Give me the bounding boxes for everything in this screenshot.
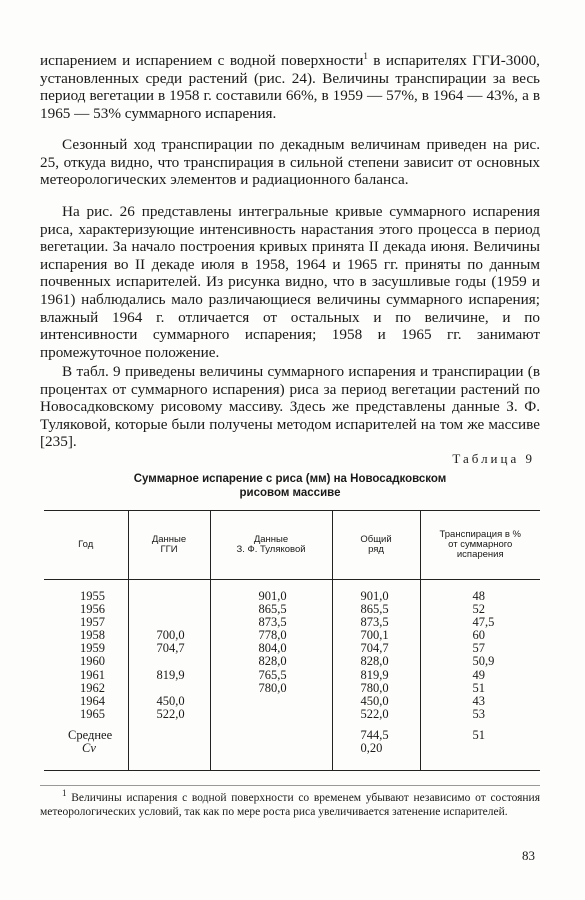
table-cell-ggi (157, 590, 210, 603)
header-tr-line-3: испарения (456, 549, 504, 560)
page-number: 83 (522, 848, 535, 863)
table-cell-tul: 780,0 (258, 680, 287, 695)
table-cell-tr: 57 (472, 641, 485, 656)
footnote-mark: 1 (62, 788, 67, 799)
header-total (332, 511, 420, 580)
table-cell-year: 1964 (80, 693, 105, 708)
table-cell-tr: 50,9 (472, 654, 495, 669)
table-cell-year: 1958 (80, 628, 105, 643)
table-cell-tr: 60 (472, 628, 485, 643)
table-cell-year: 1959 (80, 641, 105, 656)
header-ggi-line-2: ГГИ (160, 544, 178, 555)
column-year (44, 580, 128, 771)
header-tul-line-1: Данные (253, 534, 289, 545)
summary-cv-label: Cv (82, 741, 96, 756)
column-tulyakova (210, 580, 332, 771)
table-header-row (44, 511, 540, 580)
table-cell-tr: 48 (472, 589, 485, 603)
table-cell-tul: 778,0 (258, 628, 287, 643)
header-year (44, 511, 128, 580)
paragraph-4: В табл. 9 приведены величины суммарного испарения и транспирации (в процентах от суммарного испарения) риса за период вегетации растений по Новосадковскому рисовому массиву. Здесь же представлены данные З. Ф. Туляковой, которые были получены методом испарителей на том же массиве [235]. (40, 363, 540, 451)
table-cell-year: 1957 (80, 615, 105, 630)
paragraph-1 (40, 52, 540, 122)
table-body-row (44, 580, 540, 771)
summary-empty (259, 729, 332, 742)
table-cell-year: 1961 (80, 667, 105, 682)
table-cell-ggi (157, 603, 210, 616)
table-cell-ggi: 522,0 (156, 706, 185, 721)
table-cell-ggi: 450,0 (156, 693, 185, 708)
header-transpiration (420, 511, 540, 580)
header-ggi-line-1: Данные (151, 534, 187, 545)
footnote-divider (40, 785, 540, 786)
footnote-reference: 1 (363, 50, 368, 61)
table-cell-year: 1962 (80, 680, 105, 695)
row-gap (259, 721, 332, 729)
summary-cv-empty (473, 742, 541, 755)
data-table (44, 510, 540, 771)
table-cell-total: 873,5 (360, 615, 389, 630)
column-total (332, 580, 420, 771)
table-caption-line-1: Суммарное испарение с риса (мм) на Новосадковском (133, 473, 447, 485)
header-tulyakova (210, 511, 332, 580)
table-caption (40, 472, 540, 500)
footnote (40, 788, 540, 819)
header-tul-line-2: З. Ф. Туляковой (236, 544, 306, 555)
table-cell-total: 704,7 (360, 641, 389, 656)
table-cell-ggi: 704,7 (156, 641, 185, 656)
table-cell-total: 828,0 (360, 654, 389, 669)
footnote-text: Величины испарения с водной поверхности со временем убывают независимо от состояния метеорологических условий, так как по мере роста риса увеличивается затенение испарителей. (40, 792, 540, 818)
table-cell-tul: 828,0 (258, 654, 287, 669)
table-caption-line-2: рисовом массиве (239, 487, 341, 499)
summary-avg-total: 744,5 (360, 727, 389, 742)
summary-avg-tr: 51 (472, 727, 485, 742)
paragraph-3: На рис. 26 представлены интегральные кривые суммарного испарения риса, характеризующие интенсивность нарастания этого процесса в период вегетации. За начало построения кривых принята II декада июня. Величины испарения во II декаде июля в 1958, 1964 и 1965 гг. приняты по данным почвенных испарителей. Из рисунка видно, что в засушливые годы (1959 и 1961) наблюдались мало различающиеся величины суммарного испарения; влажный 1964 г. отличается от остальных и по величине, и по интенсивности суммарного испарения; 1958 и 1965 гг. занимают промежуточное положение. (40, 203, 540, 361)
table-cell-total: 700,1 (360, 628, 389, 643)
header-tr-line-1: Транспирация в % (439, 529, 521, 540)
table-cell-year: 1965 (80, 706, 105, 721)
table-cell-total: 901,0 (360, 589, 389, 603)
summary-empty (157, 742, 210, 755)
table-cell-year: 1956 (80, 602, 105, 617)
header-year-text: Год (78, 539, 94, 550)
paragraph-1-part-b: в испарителях ГГИ-3000, установленных среди растений (рис. 24). Величины транспирации за весь период вегетации в 1958 г. составили 66%, в 1959 — 57%, в 1964 — 43%, а в 1965 — 53% суммарного испарения. (40, 52, 540, 122)
table-cell-tul: 865,5 (258, 602, 287, 617)
table-label: Таблица 9 (452, 451, 535, 466)
table-cell-total: 865,5 (360, 602, 389, 617)
summary-avg-label: Среднее (68, 727, 113, 742)
table-cell-total: 819,9 (360, 667, 389, 682)
summary-empty (259, 742, 332, 755)
table-cell-total: 780,0 (360, 680, 389, 695)
table-cell-ggi (157, 655, 210, 668)
column-ggi (128, 580, 210, 771)
table-cell-tul (259, 695, 332, 708)
table-cell-ggi (157, 682, 210, 695)
evaporation-table (44, 510, 540, 766)
header-ggi (128, 511, 210, 580)
header-total-line-1: Общий (360, 534, 392, 545)
table-cell-year: 1955 (80, 589, 105, 603)
paragraph-2: Сезонный ход транспирации по декадным величинам приведен на рис. 25, откуда видно, что транспирация в сильной степени зависит от основных метеорологических элементов и радиационного баланса. (40, 136, 540, 189)
table-cell-tul: 804,0 (258, 641, 287, 656)
table-cell-tul: 901,0 (258, 589, 287, 603)
table-cell-tr: 47,5 (472, 615, 495, 630)
table-cell-tr: 51 (472, 680, 485, 695)
table-cell-tul (259, 708, 332, 721)
summary-empty (157, 729, 210, 742)
paragraph-1-part-a: испарением и испарением с водной поверхности (40, 52, 364, 69)
table-cell-tr: 53 (472, 706, 485, 721)
table-cell-tr: 43 (472, 693, 485, 708)
table-cell-year: 1960 (80, 654, 105, 669)
table-cell-tr: 49 (472, 667, 485, 682)
table-cell-total: 450,0 (360, 693, 389, 708)
table-cell-tul: 873,5 (258, 615, 287, 630)
table-cell-tr: 52 (472, 602, 485, 617)
table-cell-ggi: 700,0 (156, 628, 185, 643)
table-cell-ggi: 819,9 (156, 667, 185, 682)
table-cell-total: 522,0 (360, 706, 389, 721)
header-tr-line-2: от суммарного (448, 539, 513, 550)
column-transpiration (420, 580, 540, 771)
row-gap (157, 721, 210, 729)
summary-cv-total: 0,20 (360, 741, 383, 756)
header-total-line-2: ряд (368, 544, 384, 555)
table-cell-tul: 765,5 (258, 667, 287, 682)
